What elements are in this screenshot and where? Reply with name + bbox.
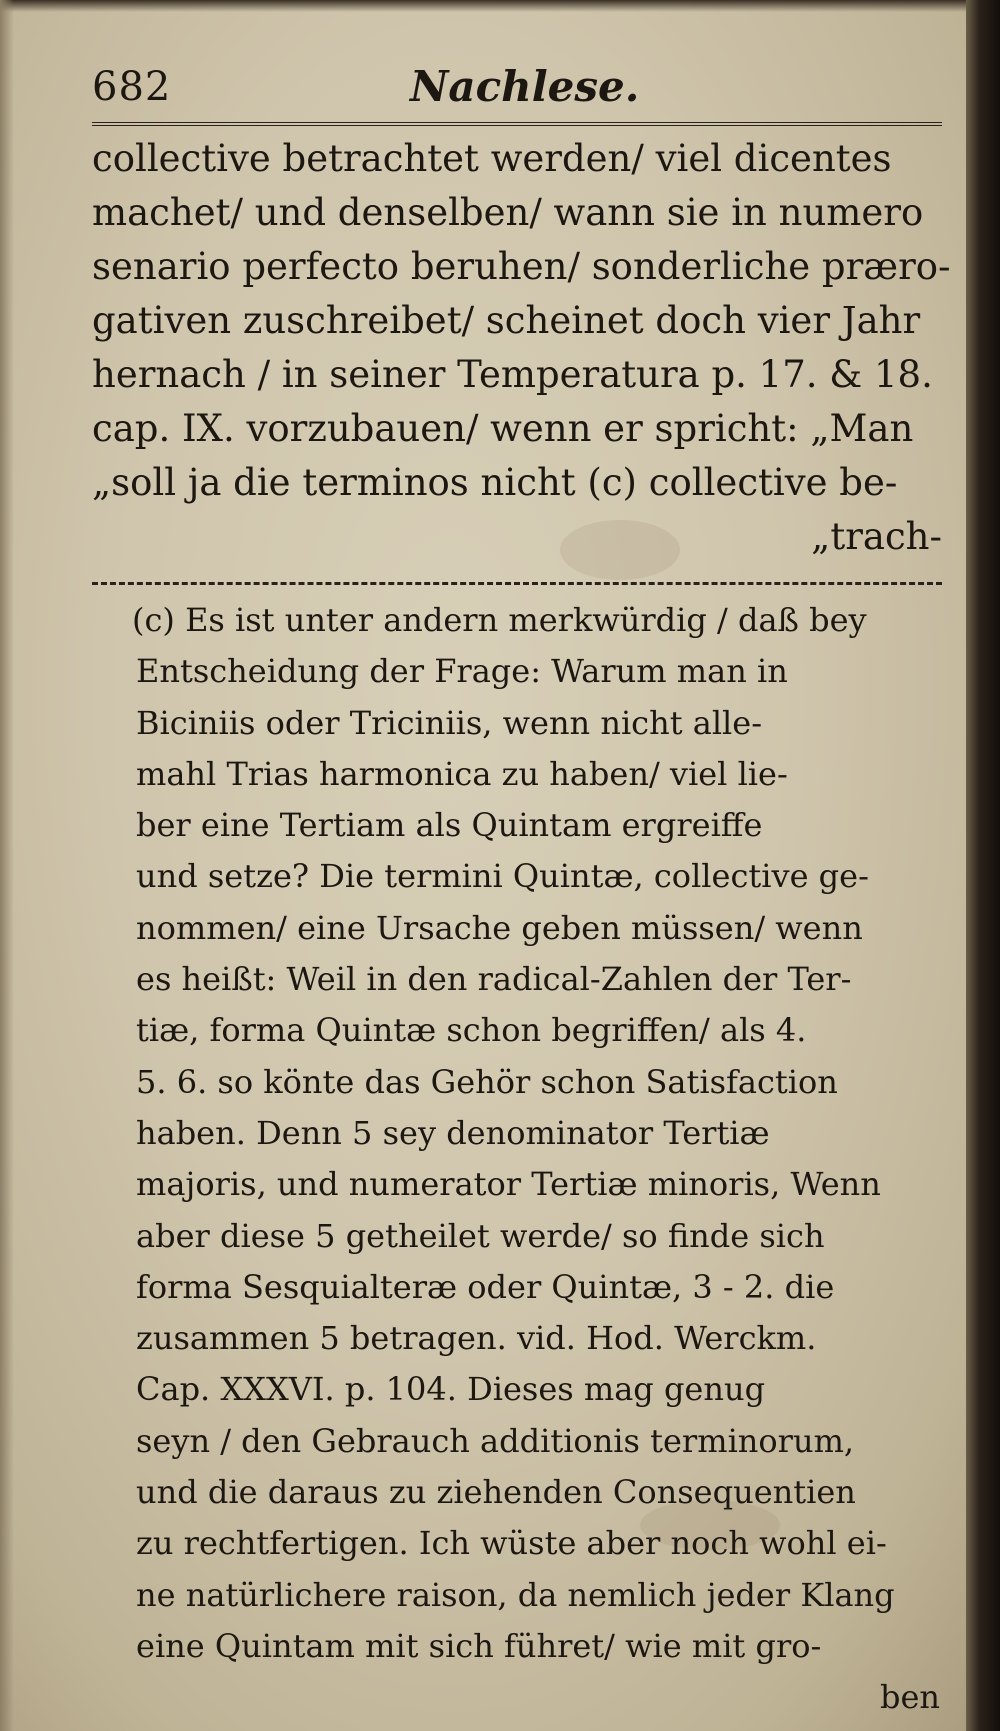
footnote-line: forma Sesquialteræ oder Quintæ, 3 - 2. die <box>136 1267 835 1306</box>
text-line: machet/ und denselben/ wann sie in numero <box>92 191 924 234</box>
footnote-line: es heißt: Weil in den radical-Zahlen der Ter- <box>136 960 852 999</box>
footnote-line: 5. 6. so könte das Gehör schon Satisfaction <box>136 1062 838 1101</box>
catchword: ben <box>879 1678 940 1717</box>
footnote-line: aber diese 5 getheilet werde/ so finde sich <box>136 1216 825 1255</box>
page-gutter-edge <box>966 0 1000 1731</box>
footnote-line: und die daraus zu ziehenden Consequentien <box>136 1473 856 1512</box>
footnote-line: Entscheidung der Frage: Warum man in <box>136 652 788 691</box>
page-header <box>92 60 952 116</box>
catchword: „trach- <box>811 515 942 558</box>
footnote-line: Biciniis oder Triciniis, wenn nicht alle- <box>136 703 763 742</box>
page-top-shadow <box>0 0 1000 12</box>
footnote-line: zu rechtfertigen. Ich wüste aber noch wohl ei- <box>136 1524 887 1563</box>
footnote-line: (c) Es ist unter andern merkwürdig / daß bey <box>132 601 867 639</box>
page-number: 682 <box>92 64 172 110</box>
page-content <box>92 60 952 1724</box>
footnote-line: mahl Trias harmonica zu haben/ viel lie- <box>136 754 788 793</box>
footnote-line: tiæ, forma Quintæ schon begriffen/ als 4. <box>136 1011 807 1050</box>
footnote-line: haben. Denn 5 sey denominator Tertiæ <box>136 1113 770 1152</box>
footnote-line: seyn / den Gebrauch additionis terminorum, <box>136 1421 855 1460</box>
footnote-rule <box>92 582 942 585</box>
footnote-line: ne natürlichere raison, da nemlich jeder Klang <box>136 1575 895 1614</box>
text-line: gativen zuschreibet/ scheinet doch vier Jahr <box>92 299 921 342</box>
text-line: collective betrachtet werden/ viel dicentes <box>92 137 892 180</box>
footnote-line: zusammen 5 betragen. vid. Hod. Werckm. <box>136 1319 817 1358</box>
footnote <box>92 595 952 1724</box>
text-line: „soll ja die terminos nicht (c) collective be- <box>92 461 898 504</box>
footnote-line: nommen/ eine Ursache geben müssen/ wenn <box>136 908 863 947</box>
footnote-line: ber eine Tertiam als Quintam ergreiffe <box>136 806 763 845</box>
text-line: senario perfecto beruhen/ sonderliche præro- <box>92 245 951 288</box>
page-left-shadow <box>0 0 14 1731</box>
footnote-line: majoris, und numerator Tertiæ minoris, Wenn <box>136 1165 881 1204</box>
header-rule <box>92 122 942 126</box>
text-line: hernach / in seiner Temperatura p. 17. & 18. <box>92 353 933 396</box>
footnote-line: Cap. XXXVI. p. 104. Dieses mag genug <box>136 1370 766 1409</box>
running-head: Nachlese. <box>410 62 640 111</box>
footnote-line: und setze? Die termini Quintæ, collective ge- <box>136 857 869 896</box>
footnote-line: eine Quintam mit sich führet/ wie mit gro- <box>136 1626 822 1665</box>
main-text <box>92 132 952 564</box>
text-line: cap. IX. vorzubauen/ wenn er spricht: „Man <box>92 407 914 450</box>
